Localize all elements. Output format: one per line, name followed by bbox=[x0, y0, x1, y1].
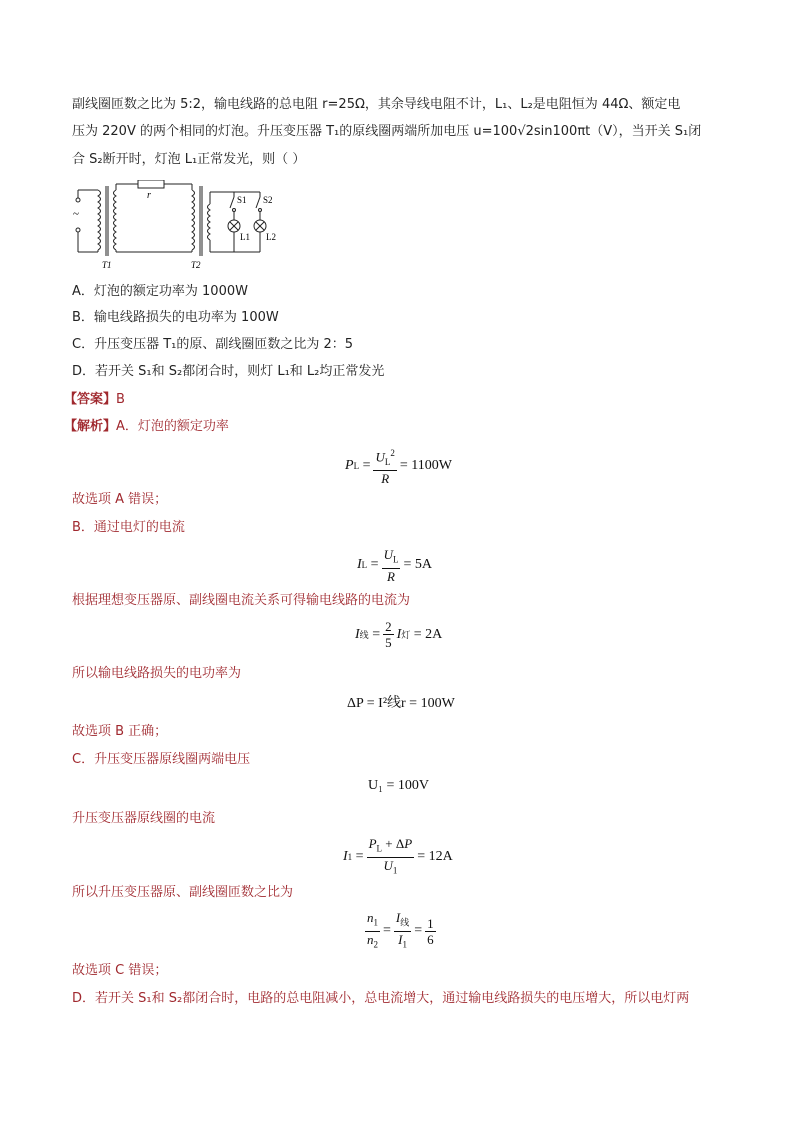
analysis-a-intro-line bbox=[64, 419, 229, 435]
analysis-c-ratio-text: 所以升压变压器原、副线圈匝数之比为 bbox=[72, 885, 294, 900]
analysis-b-loss-text: 所以输电线路损失的电功率为 bbox=[72, 666, 242, 681]
equation-line-current: I 线 = $\frac{2}{5}$ I 灯 = 2A bbox=[355, 619, 443, 650]
option-d: D．若开关 S₁和 S₂都闭合时，则灯 L₁和 L₂均正常发光 bbox=[72, 364, 385, 379]
analysis-b-relation: 根据理想变压器原、副线圈电流关系可得输电线路的电流为 bbox=[72, 593, 411, 608]
option-c: C．升压变压器 T₁的原、副线圈匝数之比为 2：5 bbox=[72, 337, 354, 352]
analysis-d-text: D．若开关 S₁和 S₂都闭合时，电路的总电阻减小，总电流增大，通过输电线路损失的电压增大，所以电灯两 bbox=[72, 991, 690, 1006]
answer-line bbox=[64, 392, 125, 408]
question-line-1: 副线圈匝数之比为 5:2，输电线路的总电阻 r=25Ω，其余导线电阻不计，L₁、L₂是电阻恒为 44Ω、额定电 bbox=[72, 97, 681, 112]
analysis-c-conclusion: 故选项 C 错误； bbox=[72, 963, 168, 978]
s1-label: S1 bbox=[237, 195, 247, 205]
equation-lamp-current: I L = $\frac{U_L}{R}$ = 5A bbox=[357, 547, 432, 584]
analysis-c-intro: C．升压变压器原线圈两端电压 bbox=[72, 752, 251, 767]
option-b: B．输电线路损失的电功率为 100W bbox=[72, 310, 279, 325]
equation-turns-ratio: $\frac{n_1}{n_2}$ = $\frac{I_线}{I_1}$ = $\frac{1}{6}$ bbox=[367, 910, 434, 950]
resistor-label: r bbox=[147, 190, 151, 201]
analysis-a-intro: A．灯泡的额定功率 bbox=[116, 419, 229, 434]
analysis-tag: 【解析】 bbox=[64, 419, 117, 434]
analysis-b-conclusion: 故选项 B 正确； bbox=[72, 724, 168, 739]
answer-value: B bbox=[116, 392, 125, 407]
l1-label: L1 bbox=[240, 232, 250, 242]
equation-power-loss: ΔP = I²线r = 100W bbox=[347, 696, 455, 711]
source-symbol: ~ bbox=[73, 208, 79, 220]
equation-primary-voltage: U₁ = 100V bbox=[368, 778, 429, 793]
l2-label: L2 bbox=[266, 232, 276, 242]
answer-tag: 【答案】 bbox=[64, 392, 117, 407]
circuit-diagram bbox=[70, 180, 285, 272]
analysis-a-conclusion: 故选项 A 错误； bbox=[72, 492, 168, 507]
question-line-3: 合 S₂断开时，灯泡 L₁正常发光，则（ ） bbox=[72, 152, 306, 167]
analysis-b-intro: B．通过电灯的电流 bbox=[72, 520, 185, 535]
equation-rated-power: P L = $\frac{U_L^2}{R}$ = 1100W bbox=[345, 448, 452, 486]
option-a: A．灯泡的额定功率为 1000W bbox=[72, 284, 248, 299]
analysis-c-i1-text: 升压变压器原线圈的电流 bbox=[72, 811, 216, 826]
t1-label: T1 bbox=[102, 260, 112, 270]
equation-primary-current: I 1 = $\frac{P_L + \Delta P}{U_1}$ = 12A bbox=[343, 836, 453, 876]
s2-label: S2 bbox=[263, 195, 273, 205]
question-line-2: 压为 220V 的两个相同的灯泡。升压变压器 T₁的原线圈两端所加电压 u=100√2sin100πt（V），当开关 S₁闭 bbox=[72, 124, 702, 139]
t2-label: T2 bbox=[191, 260, 201, 270]
